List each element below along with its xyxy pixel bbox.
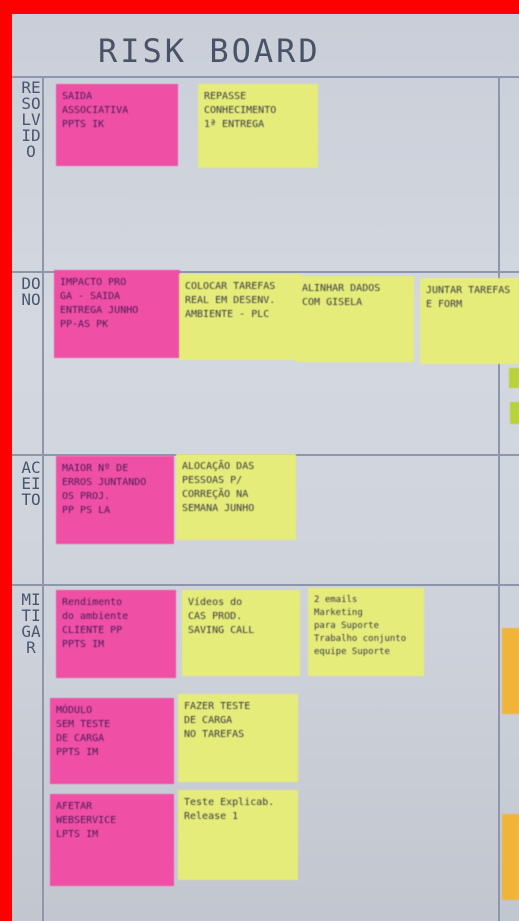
sticky-note-yellow: Teste Explicab. Release 1 [178,790,298,880]
sticky-note-yellow: ALINHAR DADOS COM GISELA [296,276,414,362]
board-title: RISK BOARD [98,32,321,70]
label-column-divider [42,76,44,921]
header-divider [12,76,519,78]
sticky-note-yellow: 2 emails Marketing para Suporte Trabalho conjunto equipe Suporte [308,588,424,676]
sticky-note-yellow: COLOCAR TAREFAS REAL EM DESENV. AMBIENTE - PLC [179,274,301,360]
whiteboard [12,14,519,921]
sticky-note-yellow: REPASSE CONHECIMENTO 1ª ENTREGA [198,84,318,168]
row-label-mitigar: MITIGAR [21,590,41,657]
row-label-resolvido: RESOLVIDO [21,78,41,161]
sticky-note-yellow: Vídeos do CAS PROD. SAVING CALL [182,590,300,676]
sticky-note-edge [502,628,519,714]
sticky-note-edge [502,814,519,900]
board-right-border [498,76,500,921]
sticky-note-pink: MÓDULO SEM TESTE DE CARGA PPTS IM [50,698,174,784]
sticky-note-pink: MAIOR Nº DE ERROS JUNTANDO OS PROJ. PP PS LA [56,456,174,544]
sticky-note-pink: AFETAR WEBSERVICE LPTS IM [50,794,174,886]
row-label-dono: DONO [21,274,41,309]
sticky-note-yellow: FAZER TESTE DE CARGA NO TAREFAS [178,694,298,782]
sticky-note-edge [510,402,519,424]
row-divider [12,584,519,586]
sticky-note-edge [509,368,519,388]
sticky-note-pink: SAIDA ASSOCIATIVA PPTS IK [56,84,178,166]
sticky-note-pink: Rendimento do ambiente CLIENTE PP PPTS IM [56,590,176,678]
sticky-note-yellow: ALOCAÇÃO DAS PESSOAS P/ CORREÇÃO NA SEMANA JUNHO [176,454,296,540]
sticky-note-pink: IMPACTO PRO GA - SAIDA ENTREGA JUNHO PP-AS PK [54,270,180,358]
sticky-note-yellow: JUNTAR TAREFAS E FORM [420,278,519,364]
row-label-aceito: ACEITO [21,458,41,509]
